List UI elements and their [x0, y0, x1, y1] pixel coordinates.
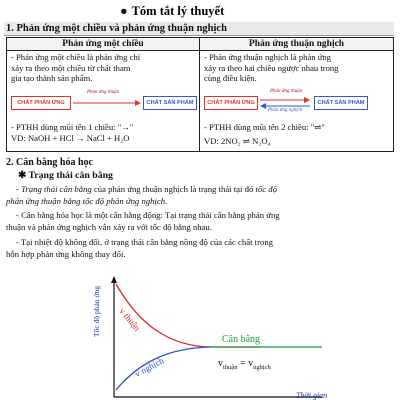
reversible-description: [200, 51, 393, 84]
reversible-header: Phản ứng thuận nghịch: [200, 38, 393, 51]
text-line: hỗn hợp phản ứng không thay đổi.: [6, 249, 126, 260]
bullet-icon: ●: [120, 4, 128, 18]
desc-line: cùng điều kiện.: [204, 73, 257, 83]
italic-term: tốc độ: [255, 184, 277, 194]
forward-curve-label: v thuận: [117, 306, 143, 333]
rate-time-graph: [100, 276, 332, 400]
reversible-example: VD: 2NO₂ ⇌ N₂O₄: [204, 136, 271, 146]
one-way-arrow-icon: [71, 98, 143, 108]
one-way-column: [7, 38, 200, 151]
y-axis-arrow-icon: [111, 276, 117, 283]
product-box: CHẤT SẢN PHẨM: [314, 96, 368, 110]
graph-x-label: Thời gian: [296, 391, 328, 400]
section2-heading: 2. Cân bằng hóa học: [6, 157, 93, 168]
equilibrium-label: Cân bằng: [222, 334, 261, 345]
reactant-box: CHẤT PHẢN ỨNG: [11, 96, 71, 110]
reverse-rate-curve: [116, 347, 210, 390]
reversible-column: [200, 38, 393, 151]
italic-term: phản ứng thuận bằng tốc độ phản ứng nghịch.: [6, 196, 168, 207]
one-way-description: [7, 51, 199, 84]
summary-title-text: Tóm tắt lý thuyết: [131, 4, 225, 18]
forward-arrow-label: Phản ứng thuận: [87, 90, 120, 95]
summary-title: [120, 4, 224, 19]
one-way-eq-rule: - PTHH dùng mũi tên 1 chiều: "→": [11, 122, 134, 132]
text-line: - Tại nhiệt độ không đổi, ở trạng thái cân bằng nồng độ của các chất trong: [16, 237, 274, 247]
equilibrium-subheading: ✱ Trạng thái cân bằng: [18, 170, 113, 181]
one-way-example: VD: NaOH + HCl → NaCl + H₂O: [11, 133, 130, 143]
desc-line: - Phản ứng thuận nghịch là phản ứng: [204, 52, 331, 62]
forward-arrow-label: Phản ứng thuận: [270, 89, 303, 94]
text-run: của phản ứng thuận nghịch là trạng thái tại đó: [91, 184, 256, 194]
desc-line: xảy ra theo hai chiều ngược nhau trong: [204, 62, 339, 73]
text-line: - Cân bằng hóa học là một cân bằng động: Tại trạng thái cân bằng phản ứng: [16, 210, 280, 220]
desc-line: xảy ra theo một chiều từ chất tham: [11, 62, 131, 73]
product-box: CHẤT SẢN PHẨM: [143, 96, 197, 110]
reactant-box: CHẤT PHẢN ỨNG: [204, 96, 258, 110]
eq-subscript: nghịch: [253, 364, 271, 371]
paragraph-dynamic: [6, 209, 392, 234]
paragraph-constant: [6, 236, 392, 261]
graph-y-label: Tốc độ phản ứng: [92, 286, 101, 337]
eq-symbol: = v: [237, 358, 254, 369]
comparison-table: [6, 37, 394, 152]
italic-term: - Trạng thái cân bằng: [16, 184, 92, 194]
section1-heading: 1. Phản ứng một chiều và phản ứng thuận nghịch: [4, 22, 394, 36]
reverse-arrow-label: Phản ứng nghịch: [268, 108, 303, 113]
reversible-eq-rule: - PTHH dùng mũi tên 2 chiều: "⇌": [204, 122, 325, 132]
equilibrium-equation: [218, 358, 271, 371]
one-way-header: Phản ứng một chiều: [7, 38, 199, 51]
desc-line: - Phản ứng một chiều là phản ứng chỉ: [11, 52, 141, 62]
reverse-curve-label: v nghịch: [133, 355, 166, 379]
desc-line: gia tạo thành sản phẩm.: [11, 73, 93, 83]
eq-symbol: v: [218, 358, 223, 369]
text-line: thuận và phản ứng nghịch vẫn xảy ra với tốc độ bằng nhau.: [6, 222, 212, 233]
eq-subscript: thuận: [223, 364, 238, 371]
paragraph-definition: [6, 183, 392, 208]
